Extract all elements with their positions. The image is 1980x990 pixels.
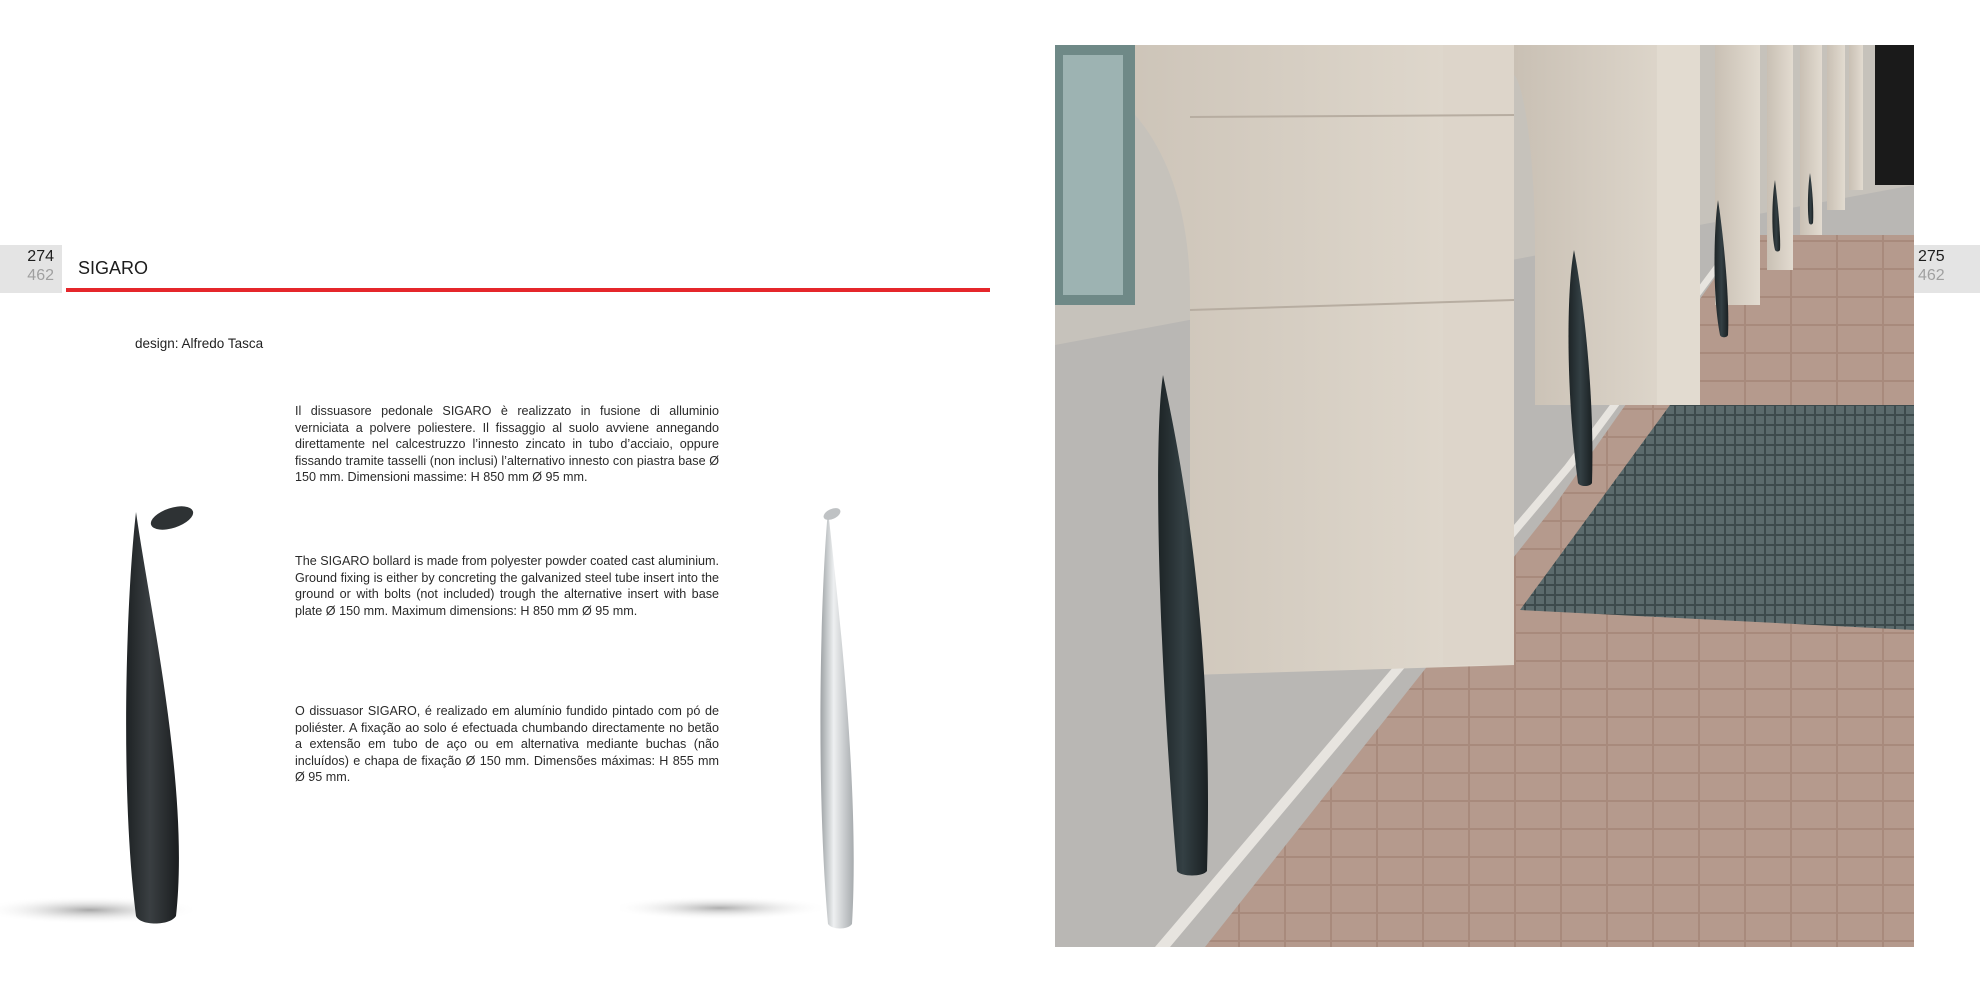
- description-portuguese: O dissuasor SIGARO, é realizado em alumínio fundido pintado com pó de poliéster. A fixação ao solo é efectuada chumbando directamente no betão a extensão em tubo de aço ou em alternativa mediante buchas (não incluídos) e chapa de fixação Ø 150 mm. Dimensões máximas: H 855 mm Ø 95 mm.: [295, 704, 719, 784]
- total-pages: 462: [1918, 267, 1945, 284]
- page-number-tab-left: [0, 245, 62, 293]
- page-number: 274: [27, 248, 54, 265]
- page-number: 275: [1918, 248, 1945, 265]
- description-english: The SIGARO bollard is made from polyester powder coated cast aluminium. Ground fixing is either by concreting the galvanized steel tube insert into the ground or with bolts (not included) trough the alternative insert with base plate Ø 150 mm. Maximum dimensions: H 850 mm Ø 95 mm.: [295, 554, 719, 618]
- total-pages: 462: [27, 267, 54, 284]
- designer-credit: design: Alfredo Tasca: [135, 336, 264, 351]
- page-number-tab-right: [1914, 245, 1980, 293]
- title-rule: [66, 288, 990, 292]
- description-italian: Il dissuasore pedonale SIGARO è realizzato in fusione di alluminio verniciata a polvere poliestere. Il fissaggio al suolo avviene annegando direttamente nel calcestruzzo l’innesto zincato in tubo d’acciaio, oppure fissando tramite tasselli (non inclusi) l’alternativo innesto con piastra base Ø 150 mm. Dimensioni massime: H 850 mm Ø 95 mm.: [295, 404, 719, 484]
- silver-bollard-image: [620, 500, 950, 940]
- arcade-photo: [1055, 45, 1914, 947]
- product-title: SIGARO: [78, 258, 149, 278]
- dark-bollard-image: [0, 490, 300, 950]
